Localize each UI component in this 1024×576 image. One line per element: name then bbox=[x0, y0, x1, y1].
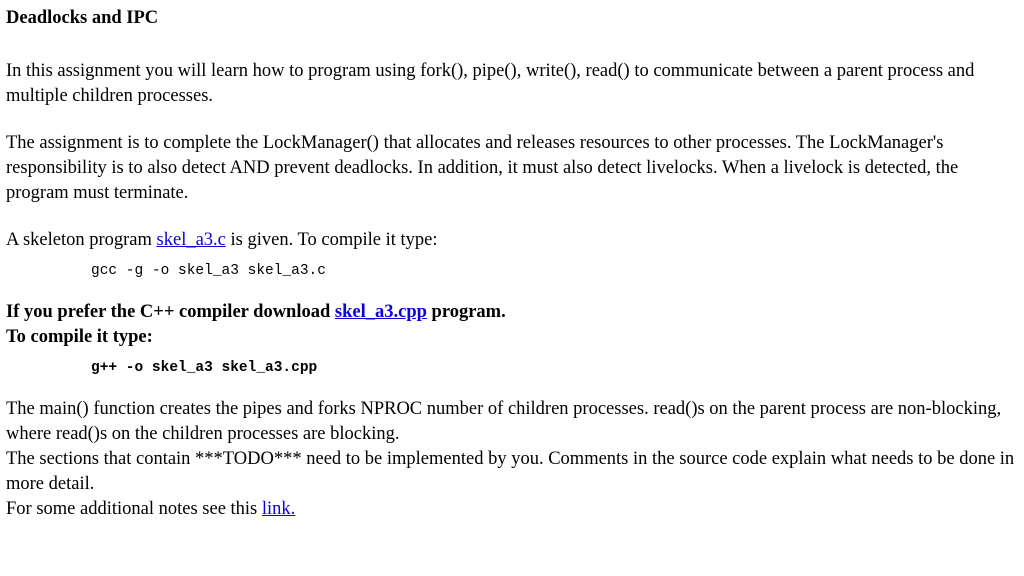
skeleton-text-before: A skeleton program bbox=[6, 230, 157, 250]
skel-c-link[interactable]: skel_a3.c bbox=[156, 230, 226, 250]
details-line1: The main() function creates the pipes and forks NPROC number of children processes. read()s on the parent process are non-blocking, where read()s on the children processes are blocking. bbox=[6, 399, 1002, 444]
cpp-note-paragraph bbox=[6, 300, 1018, 350]
compile-cpp-command: g++ -o skel_a3 skel_a3.cpp bbox=[91, 360, 318, 376]
cpp-note-line2: To compile it type: bbox=[6, 327, 153, 347]
skel-cpp-link[interactable]: skel_a3.cpp bbox=[334, 302, 427, 322]
skeleton-paragraph bbox=[6, 228, 1018, 253]
details-paragraph bbox=[6, 397, 1018, 522]
cpp-note-before: If you prefer the C++ compiler download bbox=[6, 302, 335, 322]
details-line3-text: For some additional notes see this bbox=[6, 499, 262, 519]
cpp-note-after: program. bbox=[426, 302, 506, 322]
additional-notes-link[interactable]: link. bbox=[261, 499, 296, 519]
skeleton-text-after: is given. To compile it type: bbox=[225, 230, 438, 250]
assignment-paragraph: The assignment is to complete the LockManager() that allocates and releases resources to other processes. The LockManager's responsibility is to also detect AND prevent deadlocks. In addition, it must also detect livelocks. When a livelock is detected, the program must terminate. bbox=[6, 133, 959, 203]
page-title: Deadlocks and IPC bbox=[6, 8, 159, 28]
details-line2: The sections that contain ***TODO*** need to be implemented by you. Comments in the source code explain what needs to be done in more detail. bbox=[6, 449, 1015, 494]
compile-c-command: gcc -g -o skel_a3 skel_a3.c bbox=[91, 263, 326, 279]
intro-paragraph: In this assignment you will learn how to program using fork(), pipe(), write(), read() to communicate between a parent process and multiple children processes. bbox=[6, 61, 975, 106]
